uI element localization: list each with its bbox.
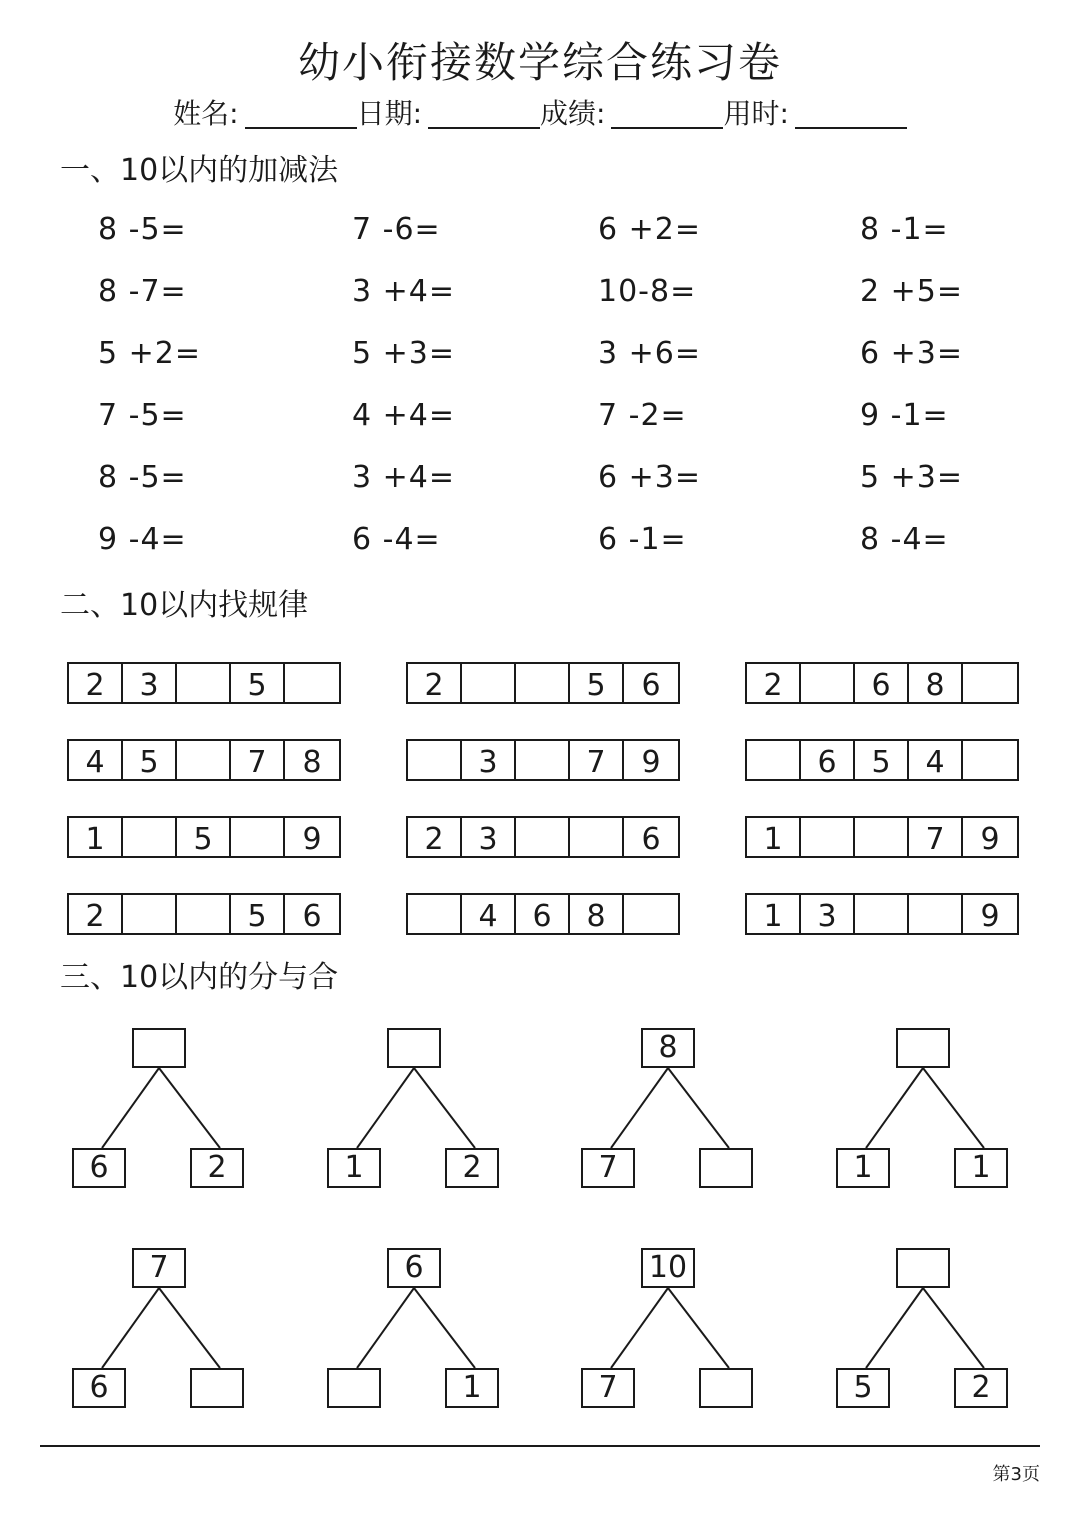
pattern-cell: 1 [747, 818, 801, 856]
pattern-cell: 2 [69, 664, 123, 702]
pattern-sequence [67, 739, 341, 781]
bond-right-box: 1 [445, 1368, 499, 1408]
pattern-cell: 6 [801, 741, 855, 779]
pattern-blank-cell[interactable] [123, 818, 177, 856]
bond-line [159, 1288, 220, 1368]
pattern-cell: 3 [462, 818, 516, 856]
equation[interactable]: 2 +5= [860, 274, 963, 309]
section-heading-3: 三、10以内的分与合 [60, 960, 339, 995]
bond-right-box[interactable] [699, 1148, 753, 1188]
pattern-sequence [406, 662, 680, 704]
equation[interactable]: 8 -5= [98, 212, 187, 247]
score-label: 成绩: [540, 97, 606, 130]
bond-left-box: 1 [836, 1148, 890, 1188]
equation[interactable]: 8 -7= [98, 274, 187, 309]
equation[interactable]: 9 -1= [860, 398, 949, 433]
bond-line [357, 1288, 414, 1368]
score-field[interactable] [540, 92, 723, 132]
equation[interactable]: 10-8= [598, 274, 697, 309]
time-field[interactable] [723, 92, 906, 132]
bond-top-box: 7 [132, 1248, 186, 1288]
pattern-cell: 9 [641, 745, 661, 780]
pattern-cell: 8 [909, 664, 963, 702]
pattern-blank-cell[interactable] [177, 664, 231, 702]
pattern-blank-cell[interactable] [624, 895, 678, 933]
equation[interactable]: 5 +3= [352, 336, 455, 371]
time-blank[interactable] [795, 101, 907, 129]
pattern-cell: 3 [462, 741, 516, 779]
pattern-blank-cell[interactable] [123, 895, 177, 933]
pattern-blank-cell[interactable] [909, 895, 963, 933]
number-bond [72, 1028, 252, 1188]
pattern-blank-cell[interactable] [516, 741, 570, 779]
bond-line [923, 1288, 984, 1368]
bond-right-box[interactable] [190, 1368, 244, 1408]
pattern-blank-cell[interactable] [963, 664, 1017, 702]
pattern-cell: 6 [641, 822, 661, 857]
equation[interactable]: 7 -6= [352, 212, 441, 247]
number-bond [327, 1248, 507, 1408]
number-bond [836, 1028, 1016, 1188]
pattern-blank-cell[interactable] [747, 741, 801, 779]
pattern-cell: 6 [516, 895, 570, 933]
number-bond [72, 1248, 252, 1408]
pattern-cell: 4 [462, 895, 516, 933]
bond-line [611, 1288, 668, 1368]
bond-top-box[interactable] [896, 1248, 950, 1288]
bond-line [414, 1068, 475, 1148]
pattern-sequence [745, 739, 1019, 781]
pattern-cell: 6 [641, 668, 661, 703]
page-title: 幼小衔接数学综合练习卷 [297, 38, 782, 87]
name-blank[interactable] [245, 101, 357, 129]
equation[interactable]: 6 +3= [598, 460, 701, 495]
pattern-sequence [406, 893, 680, 935]
section-heading-2: 二、10以内找规律 [60, 588, 309, 623]
bond-line [866, 1068, 923, 1148]
pattern-sequence [406, 816, 680, 858]
pattern-cell: 2 [408, 818, 462, 856]
pattern-sequence [67, 816, 341, 858]
pattern-cell: 9 [980, 899, 1000, 934]
pattern-blank-cell[interactable] [801, 664, 855, 702]
bond-line [923, 1068, 984, 1148]
bond-line [159, 1068, 220, 1148]
pattern-cell: 4 [909, 741, 963, 779]
pattern-blank-cell[interactable] [855, 818, 909, 856]
pattern-cell: 2 [747, 664, 801, 702]
bond-line [866, 1288, 923, 1368]
pattern-blank-cell[interactable] [231, 818, 285, 856]
pattern-cell: 5 [570, 664, 624, 702]
pattern-cell: 1 [747, 895, 801, 933]
bond-line [668, 1288, 729, 1368]
equation[interactable]: 3 +4= [352, 274, 455, 309]
section-heading-1: 一、10以内的加减法 [60, 153, 339, 188]
pattern-blank-cell[interactable] [516, 664, 570, 702]
bond-top-box[interactable] [132, 1028, 186, 1068]
pattern-cell: 8 [302, 745, 322, 780]
date-field[interactable] [357, 92, 540, 132]
pattern-sequence [745, 816, 1019, 858]
bond-top-box: 6 [387, 1248, 441, 1288]
pattern-blank-cell[interactable] [516, 818, 570, 856]
pattern-sequence [745, 893, 1019, 935]
equation[interactable]: 6 +2= [598, 212, 701, 247]
equation[interactable]: 7 -5= [98, 398, 187, 433]
bond-top-box: 8 [641, 1028, 695, 1068]
pattern-cell: 3 [123, 664, 177, 702]
equation[interactable]: 6 -1= [598, 522, 687, 557]
pattern-sequence [67, 893, 341, 935]
name-field[interactable] [173, 92, 356, 132]
bond-top-box[interactable] [896, 1028, 950, 1068]
pattern-cell: 9 [302, 822, 322, 857]
pattern-cell: 7 [909, 818, 963, 856]
pattern-cell: 1 [69, 818, 123, 856]
pattern-cell: 5 [177, 818, 231, 856]
pattern-blank-cell[interactable] [963, 741, 1017, 779]
pattern-cell: 6 [855, 664, 909, 702]
pattern-sequence [67, 662, 341, 704]
bond-top-box[interactable] [387, 1028, 441, 1068]
number-bond [836, 1248, 1016, 1408]
date-blank[interactable] [428, 101, 540, 129]
time-label: 用时: [723, 97, 789, 130]
pattern-cell: 5 [123, 741, 177, 779]
pattern-cell: 5 [231, 895, 285, 933]
bond-right-box: 1 [954, 1148, 1008, 1188]
pattern-cell: 3 [801, 895, 855, 933]
equation[interactable]: 6 +3= [860, 336, 963, 371]
name-label: 姓名: [173, 97, 239, 130]
pattern-blank-cell[interactable] [285, 664, 339, 702]
pattern-blank-cell[interactable] [177, 895, 231, 933]
bond-left-box: 7 [581, 1148, 635, 1188]
bond-left-box[interactable] [327, 1368, 381, 1408]
page-number: 第3页 [992, 1464, 1040, 1485]
bond-line [414, 1288, 475, 1368]
pattern-cell: 9 [980, 822, 1000, 857]
equation[interactable]: 9 -4= [98, 522, 187, 557]
pattern-blank-cell[interactable] [570, 818, 624, 856]
info-row [0, 92, 1080, 132]
equation[interactable]: 4 +4= [352, 398, 455, 433]
date-label: 日期: [356, 97, 422, 130]
bond-left-box: 1 [327, 1148, 381, 1188]
pattern-blank-cell[interactable] [177, 741, 231, 779]
bond-right-box[interactable] [699, 1368, 753, 1408]
pattern-cell: 7 [570, 741, 624, 779]
bond-line [611, 1068, 668, 1148]
bond-left-box: 7 [581, 1368, 635, 1408]
equation[interactable]: 8 -4= [860, 522, 949, 557]
equation[interactable]: 6 -4= [352, 522, 441, 557]
pattern-blank-cell[interactable] [408, 741, 462, 779]
bond-left-box: 6 [72, 1148, 126, 1188]
pattern-cell: 2 [69, 895, 123, 933]
pattern-cell: 8 [570, 895, 624, 933]
equation[interactable]: 8 -1= [860, 212, 949, 247]
pattern-cell: 2 [408, 664, 462, 702]
equation[interactable]: 5 +3= [860, 460, 963, 495]
bond-right-box: 2 [190, 1148, 244, 1188]
equation[interactable]: 5 +2= [98, 336, 201, 371]
number-bond [327, 1028, 507, 1188]
equation[interactable]: 3 +4= [352, 460, 455, 495]
number-bond [581, 1028, 761, 1188]
bond-left-box: 5 [836, 1368, 890, 1408]
pattern-blank-cell[interactable] [408, 895, 462, 933]
equation[interactable]: 8 -5= [98, 460, 187, 495]
pattern-blank-cell[interactable] [462, 664, 516, 702]
bond-line [102, 1068, 159, 1148]
number-bond [581, 1248, 761, 1408]
pattern-cell: 5 [231, 664, 285, 702]
pattern-blank-cell[interactable] [855, 895, 909, 933]
bond-right-box: 2 [954, 1368, 1008, 1408]
score-blank[interactable] [611, 101, 723, 129]
bond-line [102, 1288, 159, 1368]
footer-divider [40, 1445, 1040, 1447]
pattern-cell: 5 [855, 741, 909, 779]
pattern-blank-cell[interactable] [801, 818, 855, 856]
pattern-sequence [745, 662, 1019, 704]
equation[interactable]: 7 -2= [598, 398, 687, 433]
bond-left-box: 6 [72, 1368, 126, 1408]
bond-right-box: 2 [445, 1148, 499, 1188]
bond-line [668, 1068, 729, 1148]
pattern-sequence [406, 739, 680, 781]
bond-line [357, 1068, 414, 1148]
pattern-cell: 7 [231, 741, 285, 779]
pattern-cell: 6 [302, 899, 322, 934]
pattern-cell: 4 [69, 741, 123, 779]
bond-top-box: 10 [641, 1248, 695, 1288]
equation[interactable]: 3 +6= [598, 336, 701, 371]
